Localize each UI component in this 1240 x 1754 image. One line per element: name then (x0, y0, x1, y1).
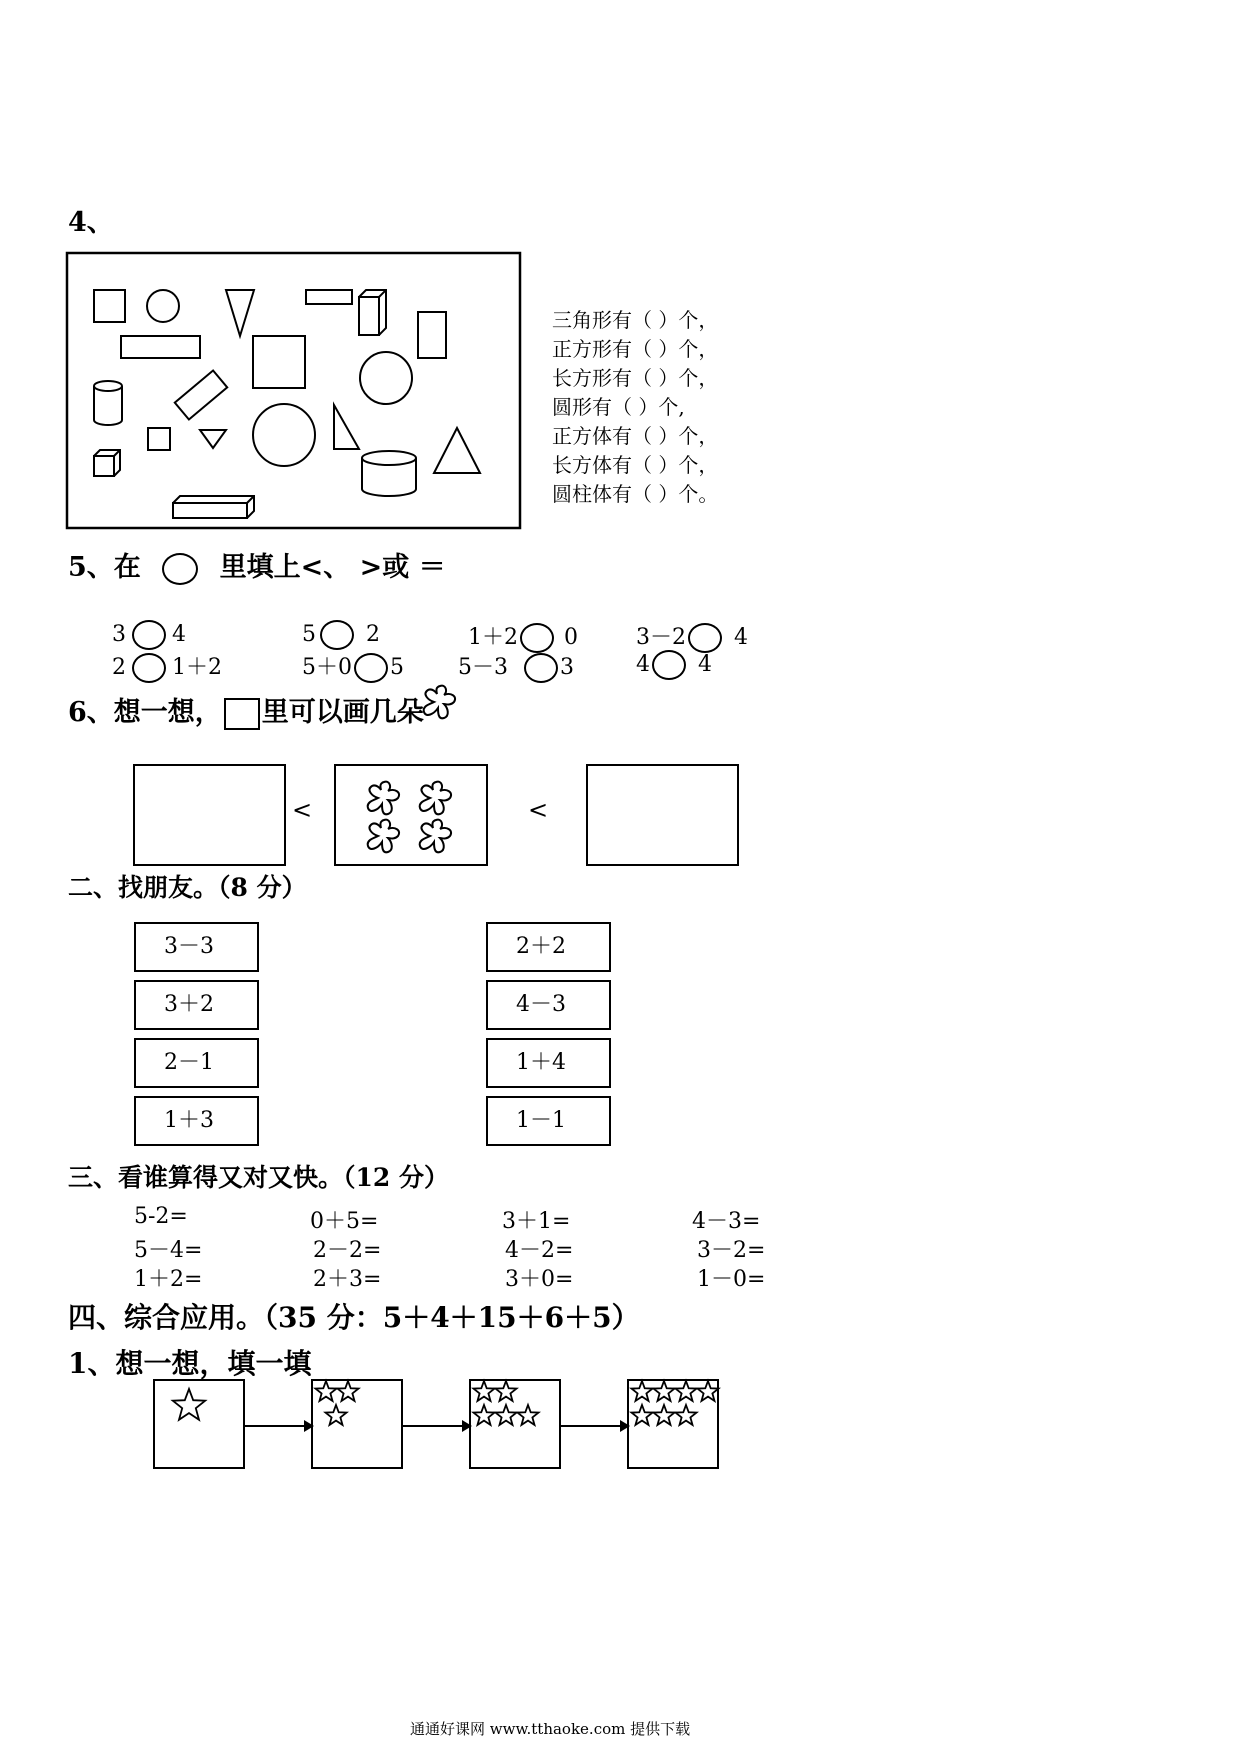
left-operand: 4 (636, 652, 650, 677)
match-card-left[interactable]: 2－1 (134, 1038, 259, 1088)
right-operand: 4 (734, 625, 748, 650)
q6-heading (68, 690, 424, 730)
left-operand: 3 (112, 622, 126, 647)
star-icon (632, 1405, 653, 1425)
rectangle-shape (121, 336, 200, 358)
answer-circle[interactable] (524, 653, 558, 683)
circle-shape (360, 352, 412, 404)
arith-item: 1＋2= (134, 1267, 203, 1292)
answer-box-left[interactable] (133, 764, 286, 866)
q5-heading (68, 545, 446, 585)
left-operand: 3－2 (636, 625, 686, 650)
triangle-shape (434, 428, 480, 473)
star-icon (632, 1381, 653, 1401)
flower-icon (368, 782, 399, 815)
match-card-right[interactable]: 1＋4 (486, 1038, 611, 1088)
compare-item (468, 620, 578, 653)
star-box (154, 1380, 244, 1468)
match-card-right[interactable]: 4－3 (486, 980, 611, 1030)
star-icon (173, 1389, 205, 1420)
square-shape (148, 428, 170, 450)
circle-shape (147, 290, 179, 322)
q4-line: 长方体有（ ）个， (552, 453, 719, 477)
cuboid-shape (359, 290, 386, 335)
q5-label-post: 里填上<、 >或 ＝ (219, 552, 446, 583)
flower-box (334, 764, 488, 866)
right-operand: 3 (560, 655, 574, 680)
star-box (312, 1380, 402, 1468)
star-icon (496, 1405, 517, 1425)
q6-label-post: 里可以画几朵 (261, 697, 424, 728)
right-operand: 1＋2 (172, 655, 222, 680)
arith-item: 4－3= (692, 1209, 761, 1234)
star-icon (698, 1381, 719, 1401)
left-operand: 1＋2 (468, 625, 518, 650)
q4-line: 正方体有（ ）个， (552, 424, 719, 448)
arith-item: 0＋5= (310, 1209, 379, 1234)
star-icon (474, 1405, 495, 1425)
match-card-right[interactable]: 2＋2 (486, 922, 611, 972)
triangle-shape (334, 405, 359, 449)
right-operand: 4 (172, 622, 186, 647)
q4-label: 4、 (68, 207, 114, 238)
arith-item: 5-2= (134, 1204, 188, 1229)
arith-item: 3＋0= (505, 1267, 574, 1292)
section-3-title: 三、看谁算得又对又快。（12 分） (68, 1163, 449, 1192)
cylinder-shape (94, 381, 122, 425)
star-icon (326, 1405, 347, 1425)
arith-item: 4－2= (505, 1238, 574, 1263)
arith-item: 2－2= (313, 1238, 382, 1263)
flower-group (366, 780, 460, 856)
star-sequence-figure (150, 1376, 730, 1476)
arith-item: 1－0= (697, 1267, 766, 1292)
star-icon (654, 1405, 675, 1425)
cylinder-shape (362, 451, 416, 496)
match-card-left[interactable]: 3＋2 (134, 980, 259, 1030)
flower-icon (368, 820, 399, 853)
arith-item: 5－4= (134, 1238, 203, 1263)
section-2-title: 二、找朋友。（8 分） (68, 873, 307, 902)
left-operand: 5 (302, 622, 316, 647)
cube-shape (94, 450, 120, 476)
q6-label-pre: 6、想一想， (68, 697, 222, 728)
star-icon (316, 1381, 337, 1401)
answer-circle[interactable] (652, 650, 686, 680)
compare-item (112, 650, 222, 683)
arith-item: 3－2= (697, 1238, 766, 1263)
left-operand: 5＋0 (302, 655, 352, 680)
answer-circle[interactable] (132, 653, 166, 683)
square-blank-icon (224, 698, 260, 730)
star-box (470, 1380, 560, 1468)
square-shape (253, 336, 305, 388)
less-than-sign: < (528, 796, 549, 824)
match-card-left[interactable]: 3－3 (134, 922, 259, 972)
q4-line: 三角形有（ ）个， (552, 308, 719, 332)
star-icon (654, 1381, 675, 1401)
flower-icon (418, 682, 462, 724)
section-4-sub-1: 1、想一想，填一填 (68, 1347, 312, 1380)
left-operand: 5－3 (458, 655, 508, 680)
q4-shapes-figure (66, 252, 522, 530)
q4-line: 圆柱体有（ ）个。 (552, 482, 719, 506)
rectangle-shape (175, 371, 227, 420)
star-icon (474, 1381, 495, 1401)
circle-blank-icon (162, 553, 198, 585)
right-operand: 4 (698, 652, 712, 677)
arith-item: 2＋3= (313, 1267, 382, 1292)
q5-label-pre: 5、在 (68, 552, 141, 583)
q4-line: 长方形有（ ）个， (552, 366, 719, 390)
compare-item (302, 650, 404, 683)
answer-circle[interactable] (132, 620, 166, 650)
answer-box-right[interactable] (586, 764, 739, 866)
square-shape (94, 290, 125, 322)
answer-circle[interactable] (320, 620, 354, 650)
star-icon (676, 1381, 697, 1401)
compare-item (458, 650, 574, 683)
triangle-shape (226, 290, 254, 336)
rectangle-shape (306, 290, 352, 304)
q4-answer-lines (552, 306, 718, 509)
match-card-left[interactable]: 1＋3 (134, 1096, 259, 1146)
arith-item: 3＋1= (502, 1209, 571, 1234)
flower-icon (420, 782, 451, 815)
less-than-sign: < (292, 796, 313, 824)
right-operand: 0 (564, 625, 578, 650)
left-operand: 2 (112, 655, 126, 680)
rectangle-shape (418, 312, 446, 358)
right-operand: 2 (366, 622, 380, 647)
star-icon (338, 1381, 359, 1401)
shapes-frame (67, 253, 520, 528)
compare-item (302, 620, 380, 650)
answer-circle[interactable] (520, 623, 554, 653)
triangle-shape (200, 430, 226, 448)
circle-shape (253, 404, 315, 466)
match-card-right[interactable]: 1－1 (486, 1096, 611, 1146)
flower-icon (420, 820, 451, 853)
section-4-title: 四、综合应用。（35 分：5＋4＋15＋6＋5） (68, 1301, 640, 1334)
compare-item (636, 620, 748, 653)
answer-circle[interactable] (688, 623, 722, 653)
q4-line: 正方形有（ ）个， (552, 337, 719, 361)
compare-item (112, 620, 186, 650)
right-operand: 5 (390, 655, 404, 680)
star-icon (676, 1405, 697, 1425)
cuboid-shape (173, 496, 254, 518)
answer-circle[interactable] (354, 653, 388, 683)
q4-line: 圆形有（ ）个, (552, 395, 685, 419)
compare-item (636, 650, 712, 680)
star-icon (518, 1405, 539, 1425)
star-icon (496, 1381, 517, 1401)
footer-text: 通通好课网 www.tthaoke.com 提供下载 (410, 1720, 691, 1738)
